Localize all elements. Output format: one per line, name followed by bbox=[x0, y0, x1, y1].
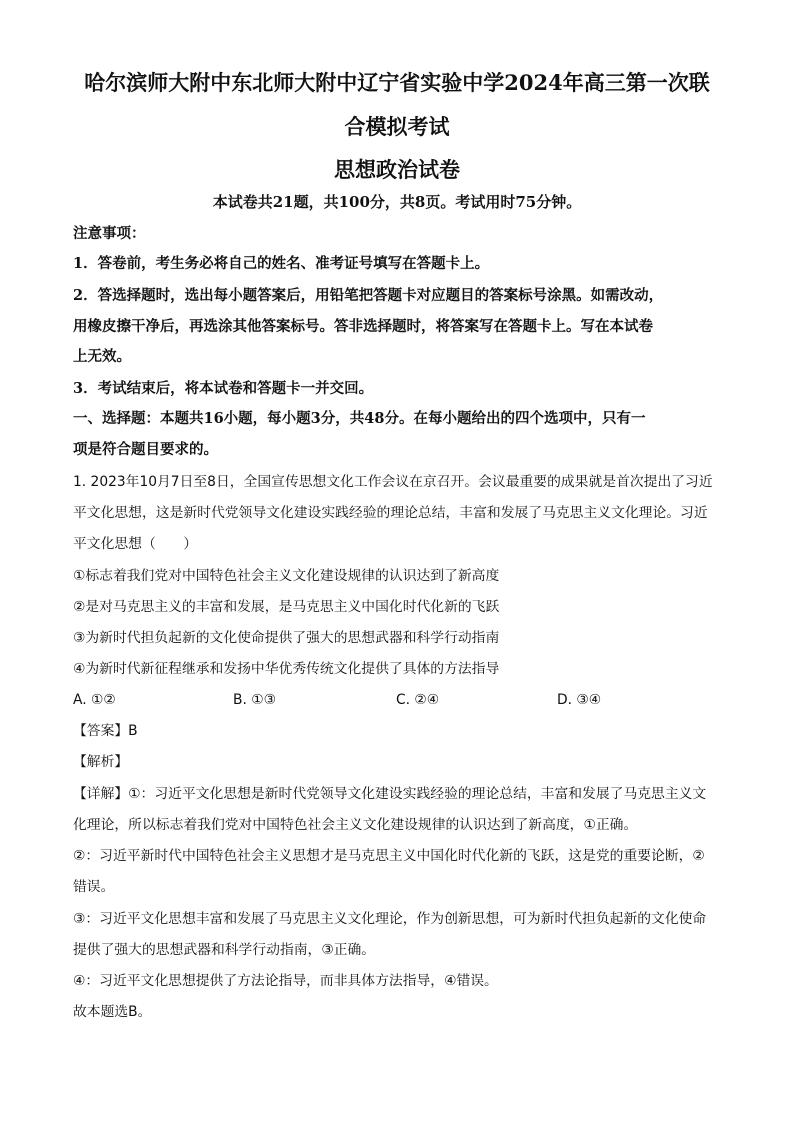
notice-item: 2．答选择题时，选出每小题答案后，用铅笔把答题卡对应题目的答案标号涂黑。如需改动， bbox=[73, 287, 664, 304]
option-c: C. ②④ bbox=[396, 692, 440, 708]
question-statement: ②是对马克思主义的丰富和发展，是马克思主义中国化时代化新的飞跃 bbox=[73, 599, 500, 615]
detail-line: 提供了强大的思想武器和科学行动指南，③正确。 bbox=[73, 942, 376, 958]
question-stem: 1. 2023年10月7日至8日，全国宣传思想文化工作会议在京召开。会议最重要的成果就是首次提出了习近 bbox=[73, 474, 713, 490]
option-d: D. ③④ bbox=[557, 692, 602, 708]
detail-line: ③：习近平文化思想丰富和发展了马克思主义文化理论，作为创新思想，可为新时代担负起新的文化使命 bbox=[73, 911, 707, 927]
section-heading-line1: 一、选择题：本题共16小题，每小题3分，共48分。在每小题给出的四个选项中，只有一 bbox=[73, 410, 646, 427]
exam-subject: 思想政治试卷 bbox=[334, 157, 460, 182]
answer-label: 【答案】B bbox=[73, 723, 138, 739]
exam-title-line2: 合模拟考试 bbox=[344, 114, 450, 139]
detail-line: 【详解】①：习近平文化思想是新时代党领导文化建设实践经验的理论总结，丰富和发展了马克思主义文 bbox=[73, 786, 707, 802]
option-a: A. ①② bbox=[73, 692, 116, 708]
question-statement: ④为新时代新征程继承和发扬中华优秀传统文化提供了具体的方法指导 bbox=[73, 661, 500, 677]
section-heading-line2: 项是符合题目要求的。 bbox=[73, 441, 218, 458]
question-stem: 平文化思想（ ） bbox=[73, 536, 198, 552]
exam-title-line1: 哈尔滨师大附中东北师大附中辽宁省实验中学2024年高三第一次联 bbox=[84, 70, 710, 95]
question-statement: ③为新时代担负起新的文化使命提供了强大的思想武器和科学行动指南 bbox=[73, 630, 500, 646]
exam-info: 本试卷共21题，共100分，共8页。考试用时75分钟。 bbox=[212, 193, 582, 211]
notice-heading: 注意事项： bbox=[73, 225, 146, 242]
detail-line: 化理论，所以标志着我们党对中国特色社会主义文化建设规律的认识达到了新高度，①正确。 bbox=[73, 817, 638, 833]
analysis-label: 【解析】 bbox=[73, 754, 129, 770]
detail-line: 故本题选B。 bbox=[73, 1004, 152, 1020]
notice-item: 1．答卷前，考生务必将自己的姓名、准考证号填写在答题卡上。 bbox=[73, 255, 490, 272]
notice-item: 上无效。 bbox=[73, 348, 131, 365]
question-stem: 平文化思想，这是新时代党领导文化建设实践经验的理论总结，丰富和发展了马克思主义文化理论。习近 bbox=[73, 505, 708, 521]
notice-item: 3．考试结束后，将本试卷和答题卡一并交回。 bbox=[73, 380, 374, 397]
option-b: B. ①③ bbox=[233, 692, 276, 708]
notice-item: 用橡皮擦干净后，再选涂其他答案标号。答非选择题时，将答案写在答题卡上。写在本试卷 bbox=[73, 318, 653, 335]
question-statement: ①标志着我们党对中国特色社会主义文化建设规律的认识达到了新高度 bbox=[73, 568, 500, 584]
detail-line: ②：习近平新时代中国特色社会主义思想才是马克思主义中国化时代化新的飞跃，这是党的重要论断，② bbox=[73, 848, 705, 864]
detail-line: ④：习近平文化思想提供了方法论指导，而非具体方法指导，④错误。 bbox=[73, 973, 498, 989]
detail-line: 错误。 bbox=[73, 879, 115, 895]
